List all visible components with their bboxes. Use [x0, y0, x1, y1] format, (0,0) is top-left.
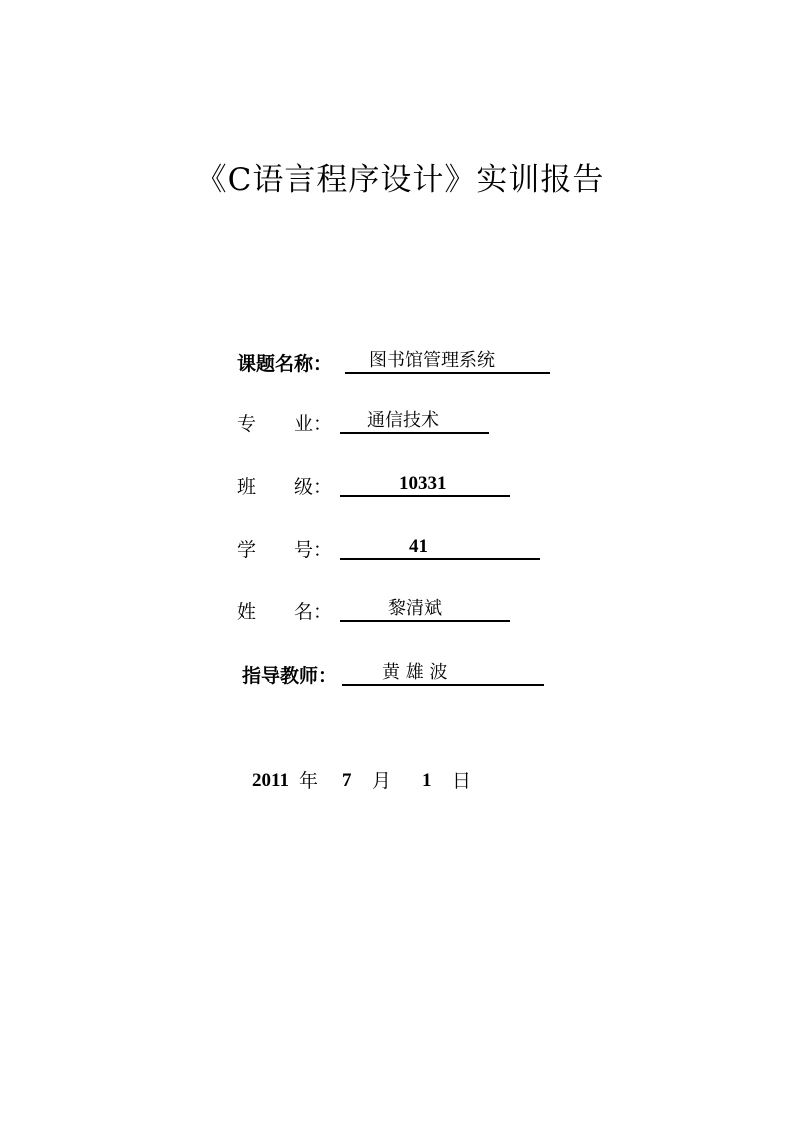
name-label: 姓 名： [237, 601, 333, 623]
advisor-row [242, 662, 552, 690]
major-label: 专 业： [237, 413, 333, 435]
class-row [237, 473, 517, 501]
student-id-label: 学 号： [237, 539, 333, 561]
date-month-unit: 月 [372, 770, 392, 792]
advisor-label: 指导教师： [242, 665, 338, 687]
advisor-value: 黄 雄 波 [382, 662, 448, 683]
report-title: 《C语言程序设计》实训报告 [195, 162, 605, 198]
topic-value: 图书馆管理系统 [369, 350, 495, 371]
student-id-underline [340, 536, 540, 560]
topic-row [237, 350, 567, 378]
topic-label: 课题名称： [237, 353, 333, 375]
major-row [237, 410, 497, 438]
class-label: 班 级： [237, 476, 333, 498]
date-year-unit: 年 [299, 770, 319, 792]
date-day-unit: 日 [452, 770, 472, 792]
name-value: 黎清斌 [388, 598, 442, 619]
date-day: 1 [422, 770, 432, 791]
class-value: 10331 [399, 473, 447, 494]
student-id-value: 41 [409, 536, 428, 557]
name-row [237, 598, 517, 626]
student-id-row [237, 536, 547, 564]
major-value: 通信技术 [367, 410, 439, 431]
date-year: 2011 [252, 770, 289, 791]
date-month: 7 [342, 770, 352, 791]
